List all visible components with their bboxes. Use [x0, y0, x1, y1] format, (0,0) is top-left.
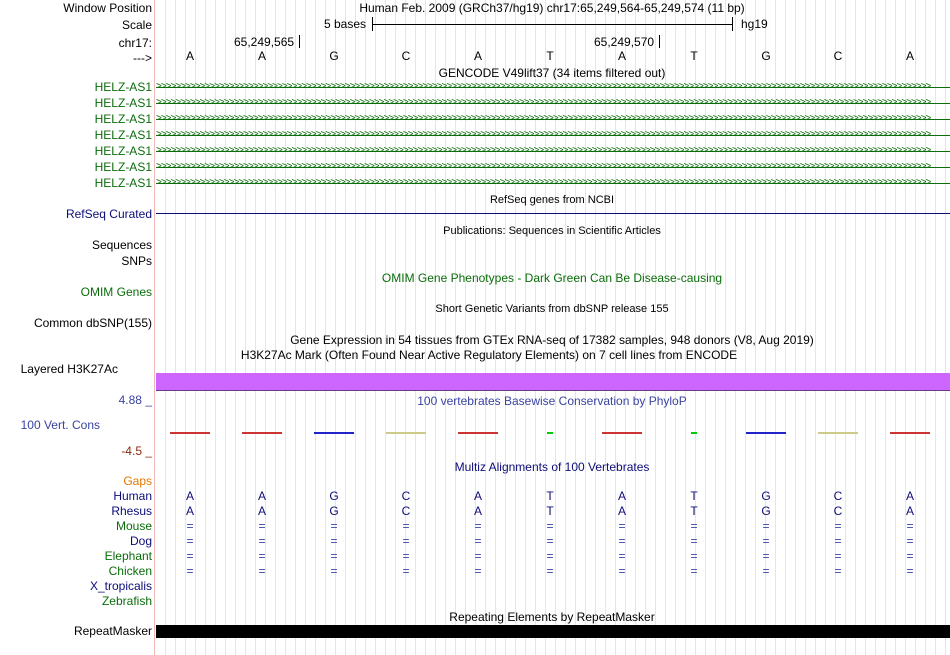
- refseq-title: RefSeq genes from NCBI: [489, 194, 615, 206]
- gencode-transcript[interactable]: [156, 160, 950, 174]
- alignment-base: T: [690, 489, 698, 503]
- alignment-base: T: [546, 489, 554, 503]
- alignment-base: C: [401, 504, 411, 518]
- alignment-base: =: [402, 549, 410, 563]
- alignment-base: =: [762, 564, 770, 578]
- gtex-title: Gene Expression in 54 tissues from GTEx RNA-seq of 17382 samples, 948 donors (V8, Aug 2019): [290, 333, 814, 347]
- alignment-base: =: [618, 519, 626, 533]
- alignment-base: A: [257, 504, 266, 518]
- base-letter: C: [401, 49, 411, 63]
- h3k27ac-title: H3K27Ac Mark (Often Found Near Active Regulatory Elements) on 7 cell lines from ENCODE: [240, 348, 738, 362]
- publications-title: Publications: Sequences in Scientific Articles: [443, 225, 661, 237]
- base-letter: A: [473, 49, 482, 63]
- snps-label[interactable]: SNPs: [121, 254, 152, 268]
- repeatmasker-title: Repeating Elements by RepeatMasker: [449, 610, 655, 624]
- alignment-base: =: [762, 519, 770, 533]
- alignment-base: A: [617, 504, 626, 518]
- alignment-base: =: [834, 534, 842, 548]
- cons-label[interactable]: 100 Vert. Cons: [20, 418, 100, 432]
- omim-label[interactable]: OMIM Genes: [80, 285, 152, 299]
- gencode-transcript[interactable]: [156, 96, 950, 110]
- alignment-base: A: [185, 504, 194, 518]
- base-letter: A: [185, 49, 194, 63]
- chrom-label: chr17:: [118, 36, 152, 50]
- alignment-base: G: [329, 504, 339, 518]
- gaps-label: Gaps: [123, 474, 152, 488]
- phylop-mark: [242, 432, 282, 434]
- base-letter: G: [329, 49, 339, 63]
- alignment-base: A: [257, 489, 266, 503]
- base-letter: A: [905, 49, 914, 63]
- gencode-transcript[interactable]: [156, 80, 950, 94]
- alignment-base: =: [690, 549, 698, 563]
- multiz-title: Multiz Alignments of 100 Vertebrates: [454, 460, 650, 474]
- label-separator: [154, 0, 155, 655]
- gencode-transcript[interactable]: [156, 144, 950, 158]
- scale-bar-line: [372, 24, 733, 25]
- track-area[interactable]: [156, 0, 950, 655]
- alignment-base: =: [402, 519, 410, 533]
- strand-arrows-icon: >>>>>>>>>>>>>>>>>>>>>>>>>>>>>>>>>>>>>>>>>>>>>>>>>>>>>>>>>>>>>>>>>>>>>>>>>>>>>>>>>>>>>>>>>>>>>>>>>>>>>>>>>>>>>>>>>>>>>>>>>>>>>>>>>>>>>>>>>>>>>>>>>>>>>>>>>>>>>>>>: [156, 97, 931, 108]
- alignment-base: =: [402, 564, 410, 578]
- gencode-item-label[interactable]: HELZ-AS1: [94, 96, 152, 110]
- conservation-title: 100 vertebrates Basewise Conservation by PhyloP: [417, 394, 687, 408]
- alignment-base: =: [330, 534, 338, 548]
- cons-min-label: -4.5 _: [121, 444, 152, 458]
- alignment-base: =: [834, 549, 842, 563]
- repeatmasker-bar[interactable]: [156, 625, 950, 638]
- alignment-base: =: [906, 519, 914, 533]
- strand-arrows-icon: >>>>>>>>>>>>>>>>>>>>>>>>>>>>>>>>>>>>>>>>>>>>>>>>>>>>>>>>>>>>>>>>>>>>>>>>>>>>>>>>>>>>>>>>>>>>>>>>>>>>>>>>>>>>>>>>>>>>>>>>>>>>>>>>>>>>>>>>>>>>>>>>>>>>>>>>>>>>>>>>: [156, 81, 931, 92]
- alignment-base: T: [690, 504, 698, 518]
- alignment-base: =: [186, 534, 194, 548]
- alignment-base: G: [329, 489, 339, 503]
- gencode-transcript[interactable]: [156, 176, 950, 190]
- alignment-base: A: [617, 489, 626, 503]
- scale-label: Scale: [121, 18, 152, 32]
- alignment-base: =: [258, 534, 266, 548]
- species-label[interactable]: Dog: [129, 534, 152, 548]
- alignment-base: G: [761, 489, 771, 503]
- phylop-mark: [170, 432, 210, 434]
- gencode-item-label[interactable]: HELZ-AS1: [94, 112, 152, 126]
- alignment-base: =: [618, 534, 626, 548]
- strand-arrows-icon: >>>>>>>>>>>>>>>>>>>>>>>>>>>>>>>>>>>>>>>>>>>>>>>>>>>>>>>>>>>>>>>>>>>>>>>>>>>>>>>>>>>>>>>>>>>>>>>>>>>>>>>>>>>>>>>>>>>>>>>>>>>>>>>>>>>>>>>>>>>>>>>>>>>>>>>>>>>>>>>>: [156, 129, 931, 140]
- refseq-label[interactable]: RefSeq Curated: [65, 207, 152, 221]
- species-label[interactable]: Chicken: [108, 564, 152, 578]
- phylop-mark: [602, 432, 642, 434]
- species-label[interactable]: X_tropicalis: [89, 579, 152, 593]
- base-letter: T: [546, 49, 554, 63]
- strand-arrows-icon: >>>>>>>>>>>>>>>>>>>>>>>>>>>>>>>>>>>>>>>>>>>>>>>>>>>>>>>>>>>>>>>>>>>>>>>>>>>>>>>>>>>>>>>>>>>>>>>>>>>>>>>>>>>>>>>>>>>>>>>>>>>>>>>>>>>>>>>>>>>>>>>>>>>>>>>>>>>>>>>>: [156, 177, 931, 188]
- alignment-base: =: [474, 534, 482, 548]
- alignment-base: =: [618, 549, 626, 563]
- alignment-base: A: [473, 489, 482, 503]
- gencode-item-label[interactable]: HELZ-AS1: [94, 80, 152, 94]
- position-left-text: 65,249,565: [234, 35, 295, 49]
- alignment-base: =: [546, 549, 554, 563]
- base-letter: A: [257, 49, 266, 63]
- assembly-position-text: Human Feb. 2009 (GRCh37/hg19) chr17:65,249,564-65,249,574 (11 bp): [359, 1, 745, 15]
- alignment-base: C: [833, 504, 843, 518]
- gencode-item-label[interactable]: HELZ-AS1: [94, 160, 152, 174]
- position-right-tick: [659, 35, 660, 48]
- alignment-base: =: [834, 564, 842, 578]
- alignment-base: =: [906, 534, 914, 548]
- species-label[interactable]: Mouse: [115, 519, 152, 533]
- phylop-mark: [458, 432, 498, 434]
- alignment-base: =: [330, 549, 338, 563]
- strand-arrows-icon: >>>>>>>>>>>>>>>>>>>>>>>>>>>>>>>>>>>>>>>>>>>>>>>>>>>>>>>>>>>>>>>>>>>>>>>>>>>>>>>>>>>>>>>>>>>>>>>>>>>>>>>>>>>>>>>>>>>>>>>>>>>>>>>>>>>>>>>>>>>>>>>>>>>>>>>>>>>>>>>>: [156, 145, 931, 156]
- alignment-base: =: [186, 549, 194, 563]
- base-letter: A: [617, 49, 626, 63]
- alignment-base: =: [474, 564, 482, 578]
- alignment-base: =: [690, 564, 698, 578]
- base-letter: C: [833, 49, 843, 63]
- phylop-mark: [890, 432, 930, 434]
- alignment-base: =: [186, 564, 194, 578]
- alignment-base: C: [833, 489, 843, 503]
- species-label[interactable]: Human: [113, 489, 152, 503]
- h3k27ac-signal-bar[interactable]: [156, 373, 950, 390]
- alignment-base: A: [905, 489, 914, 503]
- phylop-mark: [386, 432, 426, 434]
- repeatmasker-label[interactable]: RepeatMasker: [73, 624, 152, 638]
- dbsnp-title: Short Genetic Variants from dbSNP release 155: [435, 303, 669, 315]
- phylop-mark: [818, 432, 858, 434]
- alignment-base: C: [401, 489, 411, 503]
- alignment-base: =: [474, 549, 482, 563]
- alignment-base: G: [761, 504, 771, 518]
- species-label[interactable]: Rhesus: [111, 504, 152, 518]
- alignment-base: =: [546, 519, 554, 533]
- window-position-label: Window Position: [63, 1, 152, 15]
- strand-label: --->: [133, 51, 152, 65]
- alignment-base: =: [834, 519, 842, 533]
- scale-bases-text: 5 bases: [323, 17, 367, 31]
- alignment-base: T: [546, 504, 554, 518]
- alignment-base: A: [905, 504, 914, 518]
- phylop-mark: [746, 432, 786, 434]
- gencode-item-label[interactable]: HELZ-AS1: [94, 144, 152, 158]
- base-letter: G: [761, 49, 771, 63]
- cons-max-label: 4.88 _: [118, 393, 152, 407]
- species-label[interactable]: Zebrafish: [101, 594, 152, 608]
- alignment-base: =: [906, 549, 914, 563]
- alignment-base: =: [258, 549, 266, 563]
- alignment-base: =: [690, 534, 698, 548]
- gencode-title: GENCODE V49lift37 (34 items filtered out): [438, 66, 666, 80]
- h3k27ac-baseline: [156, 390, 950, 391]
- alignment-base: =: [906, 564, 914, 578]
- strand-arrows-icon: >>>>>>>>>>>>>>>>>>>>>>>>>>>>>>>>>>>>>>>>>>>>>>>>>>>>>>>>>>>>>>>>>>>>>>>>>>>>>>>>>>>>>>>>>>>>>>>>>>>>>>>>>>>>>>>>>>>>>>>>>>>>>>>>>>>>>>>>>>>>>>>>>>>>>>>>>>>>>>>>: [156, 161, 931, 172]
- phylop-mark: [691, 432, 697, 434]
- scale-db-text: hg19: [741, 17, 768, 31]
- alignment-base: =: [762, 549, 770, 563]
- phylop-mark: [314, 432, 354, 434]
- alignment-base: =: [546, 534, 554, 548]
- position-right-text: 65,249,570: [594, 35, 655, 49]
- alignment-base: =: [186, 519, 194, 533]
- alignment-base: =: [762, 534, 770, 548]
- alignment-base: =: [330, 564, 338, 578]
- alignment-base: =: [330, 519, 338, 533]
- h3k27ac-label[interactable]: Layered H3K27Ac: [20, 362, 118, 376]
- species-label[interactable]: Elephant: [104, 549, 152, 563]
- alignment-base: =: [258, 564, 266, 578]
- position-left-tick: [299, 35, 300, 48]
- phylop-mark: [547, 432, 553, 434]
- alignment-base: A: [185, 489, 194, 503]
- gencode-item-label[interactable]: HELZ-AS1: [94, 128, 152, 142]
- sequences-label[interactable]: Sequences: [91, 238, 152, 252]
- alignment-base: =: [618, 564, 626, 578]
- dbsnp-label[interactable]: Common dbSNP(155): [33, 316, 152, 330]
- gencode-transcript[interactable]: [156, 128, 950, 142]
- alignment-base: =: [474, 519, 482, 533]
- alignment-base: =: [546, 564, 554, 578]
- base-letter: T: [690, 49, 698, 63]
- omim-title: OMIM Gene Phenotypes - Dark Green Can Be Disease-causing: [381, 271, 723, 285]
- refseq-line[interactable]: [156, 213, 950, 214]
- alignment-base: =: [402, 534, 410, 548]
- scale-bar-right-tick: [732, 17, 733, 31]
- alignment-base: A: [473, 504, 482, 518]
- gencode-transcript[interactable]: [156, 112, 950, 126]
- alignment-base: =: [258, 519, 266, 533]
- strand-arrows-icon: >>>>>>>>>>>>>>>>>>>>>>>>>>>>>>>>>>>>>>>>>>>>>>>>>>>>>>>>>>>>>>>>>>>>>>>>>>>>>>>>>>>>>>>>>>>>>>>>>>>>>>>>>>>>>>>>>>>>>>>>>>>>>>>>>>>>>>>>>>>>>>>>>>>>>>>>>>>>>>>>: [156, 113, 931, 124]
- gencode-item-label[interactable]: HELZ-AS1: [94, 176, 152, 190]
- alignment-base: =: [690, 519, 698, 533]
